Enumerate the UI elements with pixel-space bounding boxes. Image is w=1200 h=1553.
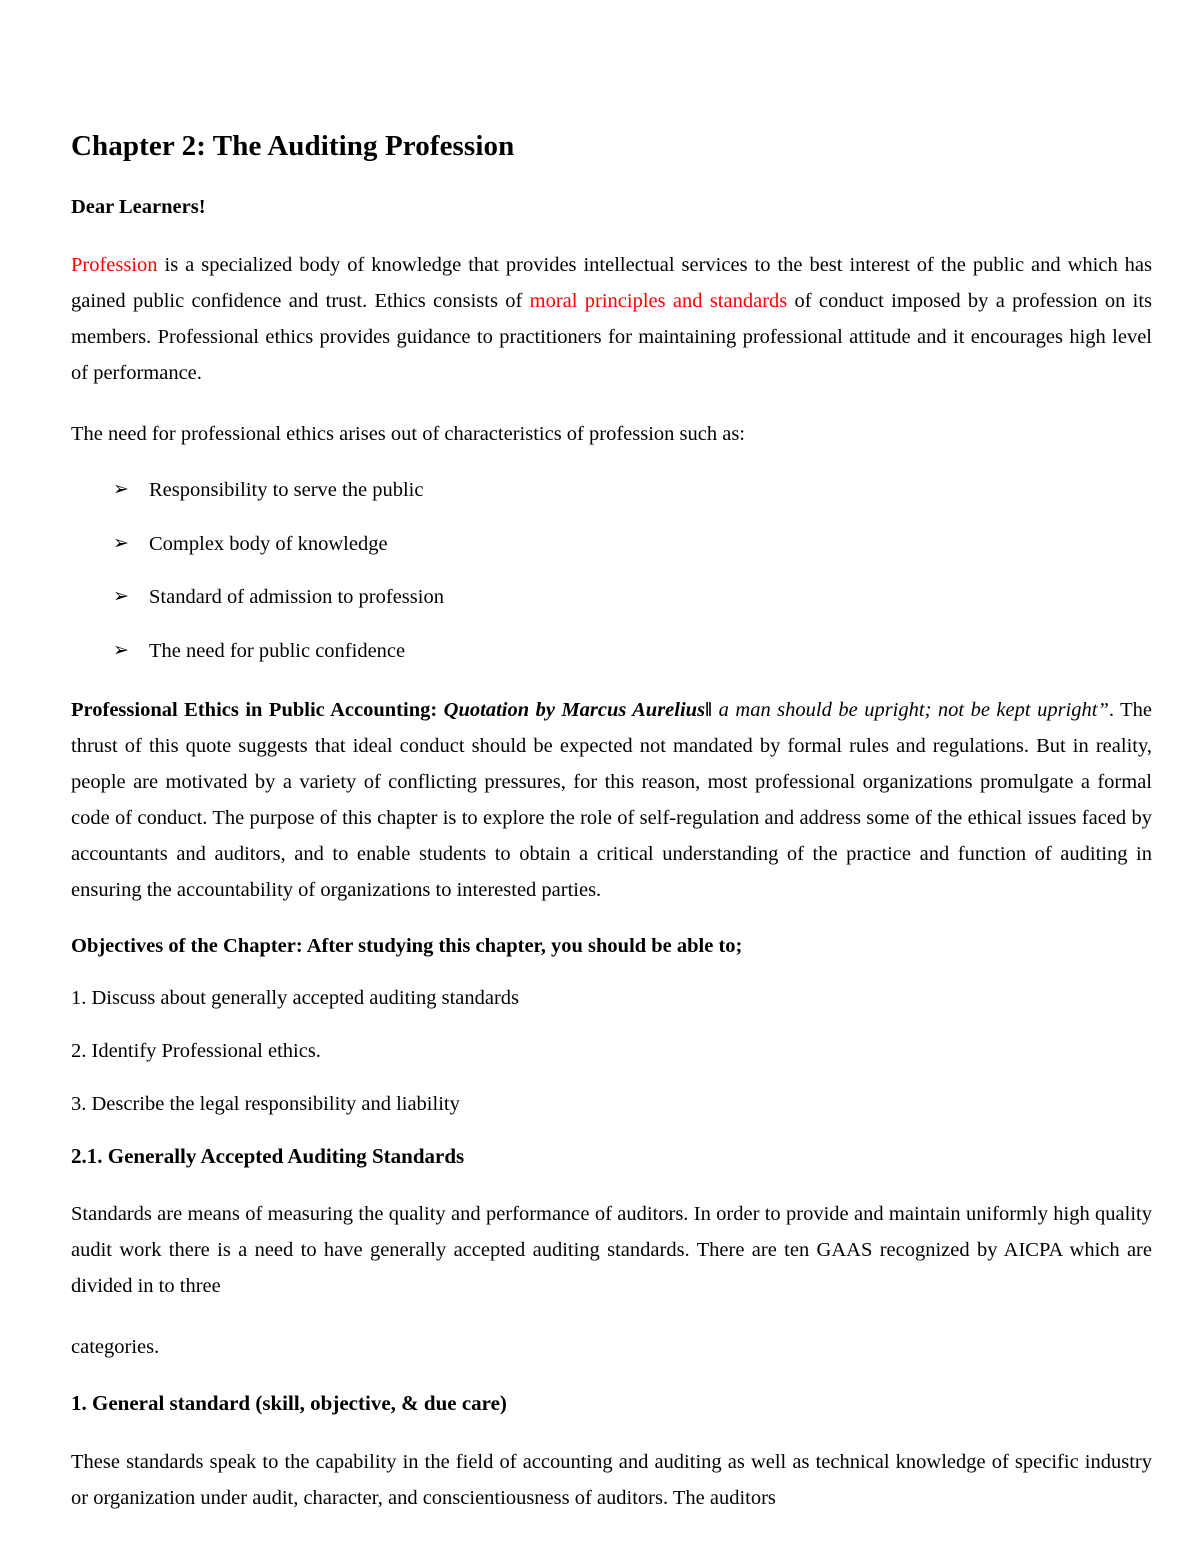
list-item-label: The need for public confidence <box>149 639 406 662</box>
list-item <box>71 638 1152 666</box>
objectives-heading: Objectives of the Chapter: After studying this chapter, you should be able to; <box>71 934 743 957</box>
arrow-bullet-icon: ➢ <box>113 586 129 608</box>
section-2-1-heading: 2.1. Generally Accepted Auditing Standards <box>71 1144 465 1169</box>
arrow-bullet-icon: ➢ <box>113 478 129 500</box>
need-intro-paragraph: The need for professional ethics arises out of characteristics of profession such as: <box>71 422 745 445</box>
page-title: Chapter 2: The Auditing Profession <box>71 130 515 162</box>
list-item <box>71 531 1152 559</box>
section-2-1-paragraph: Standards are means of measuring the quality and performance of auditors. In order to provide and maintain uniformly high quality audit work there is a need to have generally accepted auditing standards. There are ten GAAS recognized by AICPA which are divided in to three <box>71 1203 1152 1298</box>
intro-text-part-2: of conduct imposed by a profession on its members. Professional ethics provides guidance to practitioners for maintaining professional attitude and it encourages high level of performance. <box>71 289 1152 384</box>
intro-text-part-1: is a specialized body of knowledge that provides intellectual services to the best interest of the public and which has gained public confidence and trust. Ethics consists of <box>71 253 1152 312</box>
list-item-label: Complex body of knowledge <box>149 532 388 555</box>
intro-paragraph <box>71 247 1152 391</box>
general-standard-heading: 1. General standard (skill, objective, & due care) <box>71 1391 507 1416</box>
characteristics-list <box>71 477 1152 666</box>
list-item-label: Standard of admission to profession <box>149 586 444 609</box>
arrow-bullet-icon: ➢ <box>113 639 129 661</box>
list-item <box>71 477 1152 505</box>
ethics-inline-heading: Professional Ethics in Public Accounting: <box>71 698 444 721</box>
ethics-paragraph <box>71 692 1152 908</box>
ethics-body-text: . The thrust of this quote suggests that ideal conduct should be expected not mandated by formal rules and regulations. But in reality, people are motivated by a variety of conflicting pressures, for this reason, most professional organizations promulgate a formal code of conduct. The purpose of this chapter is to explore the role of self-regulation and address some of the ethical issues faced by accountants and auditors, and to enable students to obtain a critical understanding of the practice and function of auditing in ensuring the accountability of organizations to interested parties. <box>71 698 1152 901</box>
highlight-profession: Profession <box>71 253 158 276</box>
highlight-moral-principles: moral principles and standards <box>529 289 788 312</box>
document-content <box>71 128 1152 1541</box>
list-item-label: Responsibility to serve the public <box>149 478 424 501</box>
quote-text: a man should be upright; not be kept upright” <box>712 698 1109 721</box>
general-standard-paragraph: These standards speak to the capability in the field of accounting and auditing as well as technical knowledge of specific industry or organization under audit, character, and conscientiousness of auditors. The auditors <box>71 1450 1152 1509</box>
objective-item-1: 1. Discuss about generally accepted auditing standards <box>71 987 520 1010</box>
arrow-bullet-icon: ➢ <box>113 532 129 554</box>
salutation-heading: Dear Learners! <box>71 196 206 219</box>
quote-attribution: Quotation by Marcus Aurelius‖ <box>443 698 713 721</box>
section-2-1-continuation: categories. <box>71 1336 160 1359</box>
list-item <box>71 584 1152 612</box>
objective-item-3: 3. Describe the legal responsibility and liability <box>71 1092 460 1115</box>
objective-item-2: 2. Identify Professional ethics. <box>71 1039 321 1062</box>
